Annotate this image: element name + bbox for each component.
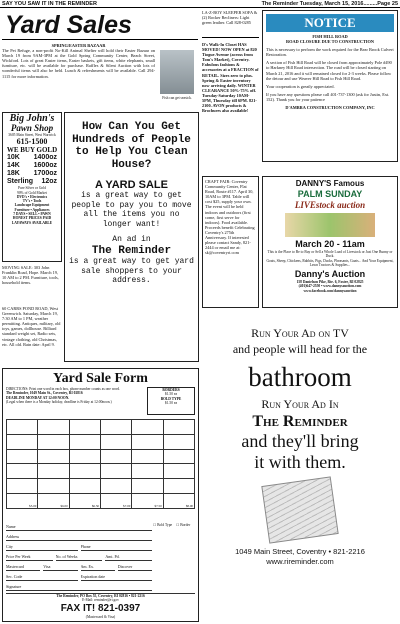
dannys-date: March 20 - 11am bbox=[295, 239, 365, 249]
word-box[interactable] bbox=[164, 420, 195, 435]
pawn-pure: Pure Silver or Gold bbox=[17, 186, 47, 191]
bathroom-l2: and people will head for the bbox=[232, 342, 368, 356]
pawn-category: Furniture • Appliances bbox=[14, 207, 50, 212]
dannys-fb: www.facebook.com/dannysauction bbox=[303, 288, 357, 293]
dannys-auction-ad bbox=[262, 176, 398, 308]
price-mark: $7.50 bbox=[154, 503, 162, 508]
price-mark: $5.00 bbox=[29, 503, 37, 508]
footer-fax: FAX IT! 821-0397 bbox=[60, 602, 141, 614]
bathroom-l6: and they'll bring bbox=[241, 431, 359, 451]
price-mark: $6.50 bbox=[91, 503, 99, 508]
form-instructions bbox=[6, 387, 136, 415]
pawn-category-list bbox=[4, 195, 60, 212]
word-box[interactable] bbox=[101, 450, 132, 465]
pawn-we-buy: WE BUY GOLD bbox=[6, 146, 58, 155]
pawn-honest: HONEST PRICES PAID bbox=[12, 216, 52, 221]
notice-title-bar bbox=[266, 14, 394, 32]
bold-price: $1.50 ea bbox=[164, 400, 178, 405]
word-box[interactable] bbox=[132, 464, 163, 479]
word-box[interactable] bbox=[70, 494, 101, 509]
fish-caption: Fish can get seasick. bbox=[162, 96, 192, 100]
form-title: Yard Sale Form bbox=[53, 371, 148, 386]
form-mail-to: The Reminder, 1049 Main St., Coventry, RI 02816 bbox=[6, 391, 83, 396]
bazaar-title: SPRING/EASTER BAZAAR bbox=[51, 43, 106, 48]
word-box[interactable] bbox=[164, 494, 195, 509]
form-field[interactable] bbox=[6, 554, 53, 561]
form-field-label: Amt. Pd. bbox=[105, 554, 120, 559]
footer-fax-note: (Mastercard & Visa) bbox=[85, 614, 116, 619]
form-options bbox=[153, 513, 198, 531]
clean-house-headline: How Can You Get Hundreds of People to Help You Clean House? bbox=[72, 121, 191, 171]
section-title: Yard Sales bbox=[5, 11, 132, 39]
word-box[interactable] bbox=[101, 464, 132, 479]
carrs-pond-ad: 60 CARRS POND ROAD, West Greenwich. Saturday, March 19, 7:30 AM to 1 PM, weather permitting. Antiques, military, old toys, games, dollhouse. Billiard standard weight set, Radio sets, vintage clothing, old Christmas, etc. All old. Rain date: April 9. bbox=[2, 306, 61, 347]
pawn-phone: 615-1500 bbox=[16, 137, 48, 147]
dannys-note: This is the Place to Be to Buy or Sell a Whole Load of Livestock or Just One Bunny or Duck. bbox=[267, 250, 393, 259]
word-box[interactable] bbox=[70, 450, 101, 465]
word-box[interactable] bbox=[101, 435, 132, 450]
price-mark: $8.00 bbox=[185, 503, 193, 508]
word-box[interactable] bbox=[164, 435, 195, 450]
form-field-label: Am. Ex. bbox=[80, 564, 94, 569]
word-box[interactable] bbox=[164, 479, 195, 494]
form-field[interactable] bbox=[43, 564, 77, 571]
dannys-name: Danny's Auction bbox=[294, 269, 366, 280]
form-field-row bbox=[6, 561, 152, 571]
dannys-address: 158 Danielson Pike, Rte. 6, Foster, RI 02825 bbox=[296, 280, 364, 285]
word-box[interactable] bbox=[7, 420, 38, 435]
word-box[interactable] bbox=[70, 464, 101, 479]
opt-bold-checkbox[interactable]: ☐ Bold Type bbox=[153, 523, 173, 527]
form-field-row bbox=[6, 521, 152, 531]
form-field[interactable] bbox=[81, 574, 153, 581]
footer-email: E-Mail: reminder@ri.gov bbox=[82, 598, 119, 603]
pawn-address: 3605 Main Street, West Warwick bbox=[8, 133, 56, 137]
notice-p4: If you have any questions please call 401-737-1300 (ask for Justin, Ext. 152). Thank you for your patience bbox=[266, 91, 390, 102]
dannys-image bbox=[285, 213, 375, 237]
form-price-box bbox=[147, 387, 195, 415]
opt-border-label: Border bbox=[180, 523, 191, 527]
word-box[interactable] bbox=[101, 420, 132, 435]
form-field-row bbox=[6, 531, 152, 541]
price-mark: $7.00 bbox=[123, 503, 131, 508]
form-field[interactable] bbox=[6, 544, 78, 551]
form-field-row bbox=[6, 581, 152, 591]
borders-label: BORDERS bbox=[162, 388, 180, 392]
form-field[interactable] bbox=[81, 564, 115, 571]
pawn-rate-list bbox=[4, 154, 60, 186]
bazaar-body: The Pet Refuge, a non-profit No-Kill Animal Shelter will hold their Easter Bazaar on March 19 from 9AM-3PM at the Gold Spring Community Center, Beach Street, Wickford. Lots of great Easter items, Easter baskets, gift items, white elephants, small furniture, etc. will be available for purchase. Raffles & Silent Auction with lots of wonderful items will also be held. Lunch & refreshments will be available. Call 294-1115 for more information. bbox=[2, 48, 155, 79]
pawn-rate-karat: 14K bbox=[7, 162, 20, 170]
form-directions: DIRECTIONS: Print one word in each box, phone number counts as one word. bbox=[6, 387, 120, 391]
big-johns-pawn-ad bbox=[2, 112, 62, 262]
price-mark: $6.00 bbox=[60, 503, 68, 508]
dannys-phone: (401)647-2550 • www.dannysauction.com bbox=[298, 284, 362, 289]
pawn-category: Landscape Equipment bbox=[14, 203, 50, 208]
dannys-title: DANNY'S Famous bbox=[295, 179, 365, 188]
form-field-label: Discover bbox=[117, 564, 133, 569]
word-box[interactable] bbox=[38, 494, 69, 509]
moving-sale-ad: MOVING SALE: 303 John Franklin Road, Hope. March 19, 10 AM to 2 PM. Furniture, tools, household items. bbox=[2, 265, 59, 286]
word-box-grid[interactable] bbox=[6, 419, 195, 509]
form-holiday: (Legal when there is a Monday holiday, deadline is Friday at 12:00noon.) bbox=[6, 399, 112, 404]
newspaper-illustration bbox=[261, 476, 338, 543]
notice-p3: Your cooperation is greatly appreciated. bbox=[266, 83, 335, 89]
craft-fair-ad: CRAFT FAIR: Coventry Community Center, Flat Road, Route #117. April 30, 10AM to 3PM. Table will cost $25, supply your own. The event will be held indoors and outdoors (first come, first serve for indoors). Food available. Proceeds benefit Celebrating Coventry's 275th Anniversary. If interested please contact Sandy, 821-2444 or email me at: sk@coventryri.com bbox=[202, 176, 259, 308]
bathroom-ad bbox=[202, 314, 398, 622]
pawn-rate-value: 1700oz bbox=[33, 170, 57, 178]
word-box[interactable] bbox=[132, 479, 163, 494]
form-field[interactable] bbox=[6, 534, 152, 541]
pawn-rate-karat: Sterling bbox=[7, 178, 34, 186]
pawn-hours: 7 DAYS • SELL • PAWN bbox=[13, 212, 51, 217]
clean-house-ad-name: The Reminder bbox=[91, 245, 172, 257]
form-deadline: DEADLINE MONDAY AT 12:00 NOON. bbox=[6, 395, 70, 400]
bold-label: BOLD TYPE bbox=[160, 396, 182, 401]
word-box[interactable] bbox=[7, 435, 38, 450]
form-field-label: Mastercard bbox=[6, 564, 24, 569]
bathroom-l5: The Reminder bbox=[252, 413, 348, 430]
form-field[interactable] bbox=[6, 564, 40, 571]
clean-house-ad bbox=[64, 112, 199, 362]
word-box[interactable] bbox=[38, 479, 69, 494]
word-box[interactable] bbox=[7, 450, 38, 465]
bathroom-url: www.rireminder.com bbox=[266, 557, 334, 566]
form-field[interactable] bbox=[6, 584, 152, 591]
pawn-rate-value: 12oz bbox=[41, 178, 57, 186]
word-box[interactable] bbox=[7, 464, 38, 479]
form-field[interactable] bbox=[6, 524, 152, 531]
pawn-rate-value: 1400oz bbox=[33, 154, 57, 162]
pawn-rate-row bbox=[4, 162, 60, 170]
bathroom-address: 1049 Main Street, Coventry • 821-2216 bbox=[235, 547, 365, 556]
spring-bazaar-ad bbox=[2, 43, 155, 108]
bathroom-l4: Run Your Ad In bbox=[261, 397, 339, 411]
form-field-label: City bbox=[6, 544, 13, 549]
form-footer bbox=[6, 593, 195, 621]
word-box[interactable] bbox=[132, 435, 163, 450]
notice-road: FISH HILL ROAD bbox=[312, 34, 348, 39]
bathroom-l3: bathroom bbox=[248, 362, 352, 392]
clean-house-ad-lead: An ad in bbox=[112, 235, 151, 244]
word-box[interactable] bbox=[164, 464, 195, 479]
dannys-live: LIVEstock auction bbox=[294, 200, 366, 210]
pawn-pct: 90% of Gold Market bbox=[17, 190, 47, 195]
form-field-label: No. of Weeks bbox=[55, 554, 78, 559]
bathroom-l7: it with them. bbox=[254, 452, 346, 472]
form-field-label: Visa bbox=[43, 564, 51, 569]
word-box[interactable] bbox=[38, 420, 69, 435]
notice-closure: ROAD CLOSURE DUE TO CONSTRUCTION bbox=[286, 39, 374, 45]
notice-signature: D'AMBRA CONSTRUCTION COMPANY, INC bbox=[285, 105, 375, 111]
word-box[interactable] bbox=[70, 420, 101, 435]
word-box[interactable] bbox=[38, 450, 69, 465]
yard-sale-form bbox=[2, 368, 199, 622]
pawn-rate-row bbox=[4, 170, 60, 178]
ds-walk-in-ad: D's Walk-In Closet HAS MOVED! NOW OPEN at 820 Tiogue Avenue (across from Tom's Market), Coventry. Fabulous fashions & accessories at a FRACTION of RETAIL. Sizes zero to plus. Spring & Easter inventory now arriving daily. WINTER CLEARANCE 50%-75% off. Tuesday-Saturday 10AM-5PM, Thursday till 6PM. 821-2100. AVON products & Brochures also available! bbox=[202, 42, 259, 114]
form-field-label: Phone bbox=[80, 544, 91, 549]
form-field-label: Name bbox=[6, 524, 16, 529]
form-field-row bbox=[6, 571, 152, 581]
dannys-note2: Goats, Sheep, Chickens, Rabbits, Pigs, Ducks, Pheasants, Goats... And Your Equipment, Lawn Tractors & Supplies... bbox=[266, 258, 394, 267]
word-box[interactable] bbox=[38, 435, 69, 450]
pawn-rate-karat: 18K bbox=[7, 170, 20, 178]
form-field[interactable] bbox=[81, 544, 153, 551]
form-field[interactable] bbox=[105, 554, 152, 561]
form-field-row bbox=[6, 541, 152, 551]
borders-price: $1.50 ea bbox=[164, 392, 178, 397]
word-box[interactable] bbox=[38, 464, 69, 479]
pawn-rate-row bbox=[4, 154, 60, 162]
word-box[interactable] bbox=[132, 450, 163, 465]
form-field-label: Sec. Code bbox=[6, 574, 23, 579]
header-right: The Reminder Tuesday, March 15, 2016.........Page 25 bbox=[261, 1, 398, 7]
form-field-label: Expiration date bbox=[80, 574, 106, 579]
notice-p2: A section of Fish Hill Road will be closed from approximately Pole #490 to Harkney Hill Road intersection. The road will be closed starting on March 21, 2016 and it will remained closed for 2-3 weeks. Please follow the detour and use Weaver Hill Road to Fish Hill Road. bbox=[266, 60, 392, 81]
word-box[interactable] bbox=[101, 479, 132, 494]
word-box[interactable] bbox=[132, 494, 163, 509]
clean-house-answer-lead: A YARD SALE bbox=[95, 179, 168, 191]
la-z-boy-ad: LA-Z-BOY SLEEPER SOFA & (2) Rocker Recliners: Light green leather. Call 828-0285 bbox=[202, 10, 259, 38]
pawn-rate-karat: 10K bbox=[7, 154, 20, 162]
page-header bbox=[0, 0, 400, 8]
form-field-row bbox=[6, 551, 152, 561]
word-box[interactable] bbox=[70, 435, 101, 450]
pawn-rate-value: 1600oz bbox=[33, 162, 57, 170]
header-left: SAY YOU SAW IT IN THE REMINDER bbox=[2, 1, 97, 7]
pawn-name: Big John's bbox=[9, 113, 55, 124]
footer-address: The Reminder, PO Box 55, Coventry, RI 02816 • 821-2216 bbox=[56, 594, 145, 598]
pawn-sub: Pawn Shop bbox=[10, 123, 54, 133]
form-field[interactable] bbox=[118, 564, 152, 571]
clean-house-answer-body: is a great way to get people to pay you to move all the items you no longer want! bbox=[71, 191, 192, 229]
opt-bold-label: Bold Type bbox=[157, 523, 173, 527]
word-box[interactable] bbox=[7, 479, 38, 494]
pawn-category: DVD's • Electronics bbox=[16, 194, 48, 199]
opt-border-checkbox[interactable]: ☐ Border bbox=[176, 523, 191, 527]
notice-title: NOTICE bbox=[304, 15, 356, 30]
pawn-category: TV's • Tools bbox=[22, 199, 42, 204]
section-title-box bbox=[2, 10, 198, 40]
word-box[interactable] bbox=[101, 494, 132, 509]
form-field-label: Address bbox=[6, 534, 20, 539]
word-box[interactable] bbox=[132, 420, 163, 435]
clean-house-ad-body: is a great way to get yard sale shoppers to your address. bbox=[69, 257, 194, 285]
dannys-event: PALM SUNDAY bbox=[297, 189, 363, 199]
notice-p1: This is necessary to perform the work required for the Bear Brook Culvert Restoration. bbox=[266, 47, 394, 58]
form-field[interactable] bbox=[56, 554, 103, 561]
word-box[interactable] bbox=[164, 450, 195, 465]
word-box[interactable] bbox=[7, 494, 38, 509]
form-field-label: Signature bbox=[6, 584, 22, 589]
form-field[interactable] bbox=[6, 574, 78, 581]
pawn-layaway: LAYAWAYS AVAILABLE bbox=[11, 220, 53, 225]
word-box[interactable] bbox=[70, 479, 101, 494]
pawn-rate-row bbox=[4, 178, 60, 186]
notice-ad bbox=[262, 10, 398, 162]
form-field-list bbox=[6, 521, 152, 591]
bathroom-l1: Run Your Ad on TV bbox=[251, 326, 349, 340]
form-field-label: Price Per Week bbox=[6, 554, 31, 559]
fish-photo bbox=[160, 50, 194, 94]
